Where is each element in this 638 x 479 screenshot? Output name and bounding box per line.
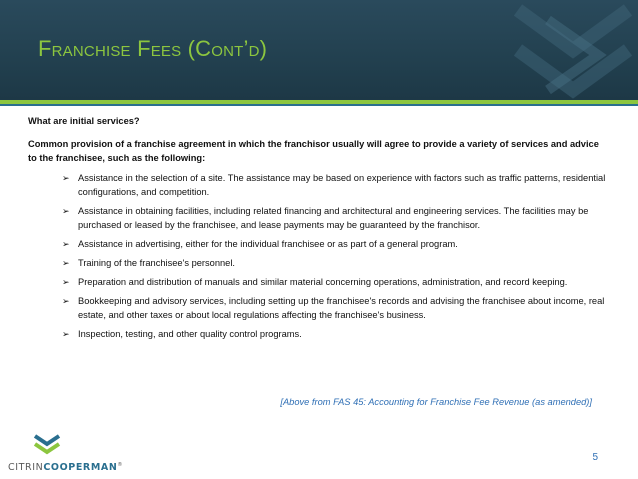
page-number: 5 <box>592 452 598 463</box>
list-item <box>28 171 610 199</box>
question-heading: What are initial services? <box>28 116 140 126</box>
logo-word-citrin: CITRIN <box>8 462 44 474</box>
logo-chevron-icon <box>32 432 62 458</box>
list-item <box>28 204 610 232</box>
list-item <box>28 275 610 289</box>
arrow-bullet-icon: ➢ <box>62 173 70 183</box>
list-item-text: Assistance in advertising, either for the individual franchisee or as part of a general program. <box>78 239 458 249</box>
list-item-text: Preparation and distribution of manuals and similar material concerning operations, administration, and record keeping. <box>78 277 568 287</box>
logo-wordmark <box>8 462 123 473</box>
list-item-text: Inspection, testing, and other quality control programs. <box>78 329 302 339</box>
brand-mark-watermark-icon <box>478 0 638 100</box>
list-item-text: Assistance in obtaining facilities, including related financing and architectural and engineering services. The facilities may be purchased or leased by the franchisee, and lease payments may be guaranteed by the franchisor. <box>78 206 589 230</box>
slide-title: Franchise Fees (Cont’d) <box>38 36 268 61</box>
list-item-text: Bookkeeping and advisory services, including setting up the franchisee's records and advising the franchisee about income, real estate, and other taxes or about local regulations affecting the franchisee's business. <box>78 296 605 320</box>
list-item <box>28 237 610 251</box>
list-item-text: Training of the franchisee's personnel. <box>78 258 235 268</box>
arrow-bullet-icon: ➢ <box>62 239 70 249</box>
source-citation: [Above from FAS 45: Accounting for Franchise Fee Revenue (as amended)] <box>280 397 592 407</box>
header-divider-blue <box>0 104 638 106</box>
list-item <box>28 327 610 341</box>
logo-registered-mark: ® <box>117 462 124 468</box>
company-logo <box>8 432 138 476</box>
arrow-bullet-icon: ➢ <box>62 258 70 268</box>
list-item <box>28 256 610 270</box>
logo-word-cooperman: COOPERMAN <box>43 462 118 474</box>
list-item-text: Assistance in the selection of a site. The assistance may be based on experience with factors such as traffic patterns, residential configurations, and competition. <box>78 173 606 197</box>
arrow-bullet-icon: ➢ <box>62 329 70 339</box>
arrow-bullet-icon: ➢ <box>62 296 70 306</box>
slide-body <box>28 110 610 346</box>
list-item <box>28 294 610 322</box>
intro-paragraph: Common provision of a franchise agreement in which the franchisor usually will agree to provide a variety of services and advice to the franchisee, such as the following: <box>28 139 599 163</box>
arrow-bullet-icon: ➢ <box>62 277 70 287</box>
slide-header <box>0 0 638 100</box>
arrow-bullet-icon: ➢ <box>62 206 70 216</box>
services-list <box>28 171 610 341</box>
